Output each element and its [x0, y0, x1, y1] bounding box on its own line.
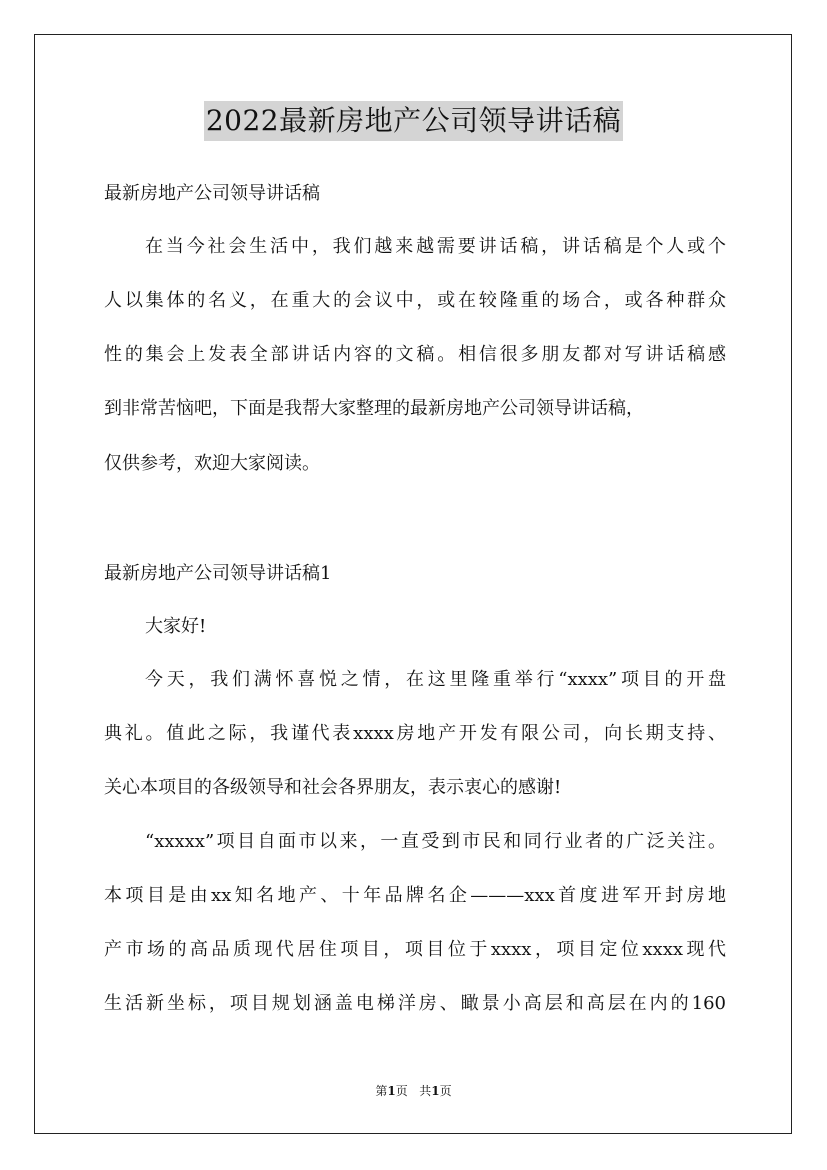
paragraph-line: 本项目是由xx知名地产、十年品牌名企———xxx首度进军开封房地	[104, 885, 726, 906]
paragraph-line: “xxxxx”项目自面市以来，一直受到市民和同行业者的广泛关注。	[145, 831, 726, 852]
intro-line: 到非常苦恼吧，下面是我帮大家整理的最新房地产公司领导讲话稿，	[104, 398, 644, 419]
footer-total-prefix: 共	[419, 1084, 432, 1098]
footer-total-number: 1	[431, 1084, 440, 1098]
document-title	[0, 101, 827, 141]
page-footer	[0, 1082, 827, 1100]
section-heading: 最新房地产公司领导讲话稿1	[104, 563, 332, 584]
paragraph-line: 典礼。值此之际，我谨代表xxxx房地产开发有限公司，向长期支持、	[104, 723, 726, 744]
paragraph-line: 生活新坐标，项目规划涵盖电梯洋房、瞰景小高层和高层在内的160	[104, 993, 726, 1014]
intro-line: 性的集会上发表全部讲话内容的文稿。相信很多朋友都对写讲话稿感	[104, 344, 726, 365]
paragraph-line: 关心本项目的各级领导和社会各界朋友，表示衷心的感谢!	[104, 777, 562, 798]
footer-total-suffix: 页	[439, 1084, 452, 1098]
intro-line: 在当今社会生活中，我们越来越需要讲话稿，讲话稿是个人或个	[145, 236, 726, 257]
intro-line: 仅供参考，欢迎大家阅读。	[104, 453, 320, 474]
intro-line: 人以集体的名义，在重大的会议中，或在较隆重的场合，或各种群众	[104, 290, 726, 311]
paragraph-line: 今天，我们满怀喜悦之情，在这里隆重举行“xxxx”项目的开盘	[145, 669, 726, 690]
footer-page-prefix: 第	[375, 1084, 388, 1098]
footer-page-suffix: 页	[395, 1084, 408, 1098]
subtitle: 最新房地产公司领导讲话稿	[104, 183, 320, 204]
greeting: 大家好!	[145, 616, 207, 637]
paragraph-line: 产市场的高品质现代居住项目，项目位于xxxx，项目定位xxxx现代	[104, 939, 726, 960]
document-title-text: 2022最新房地产公司领导讲话稿	[204, 101, 623, 141]
footer-page-number: 1	[387, 1084, 396, 1098]
